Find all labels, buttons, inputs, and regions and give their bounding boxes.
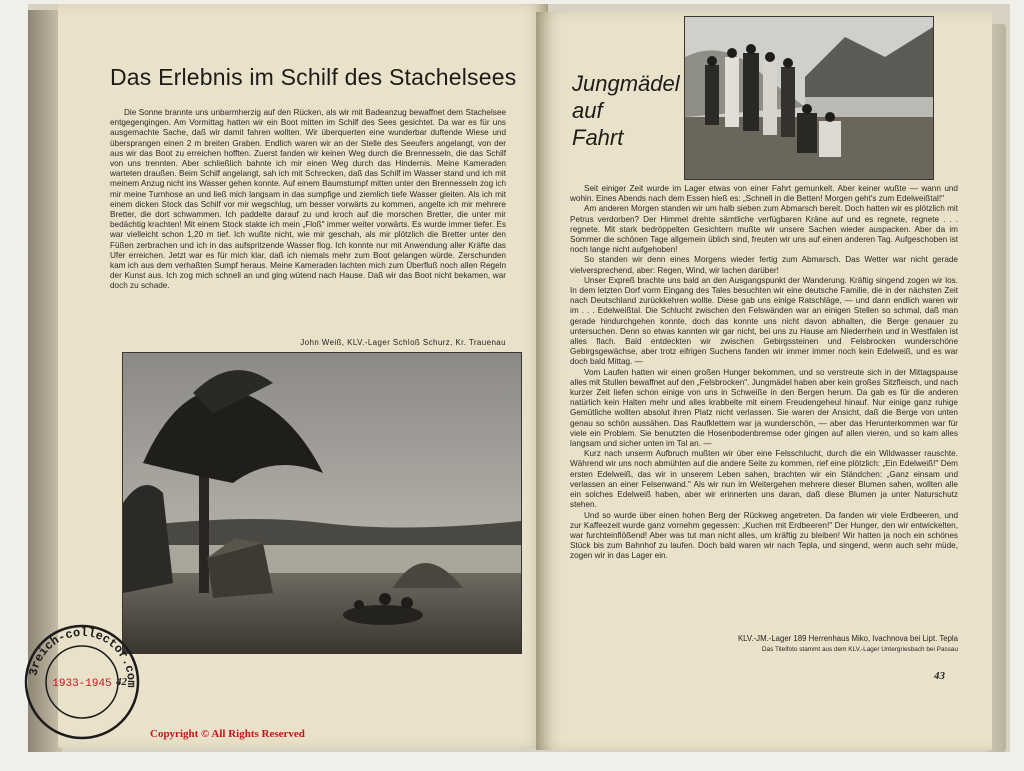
right-page-signature: KLV.-JM.-Lager 189 Herrenhaus Miko, Ivachnova bei Lipt. Tepla — [737, 634, 958, 643]
right-page-title — [572, 70, 680, 151]
paragraph: Vom Laufen hatten wir einen großen Hunger bekommen, und so verstreute sich in der Mittagspause alles mit Stullen bewaffnet auf den „Felsbrocken". Jungmädel haben aber kein großes Sitzfleisch, und nach kurzer Zeit liefen schon einige von uns in Schweiße in den Bergen herum. Da gab es für die anderen natürlich kein Halten mehr und alles krabbelte mit einem Freudengeheul hinauf. Nur einige ganz ruhige Gemütliche wollten absolut ihren Platz nicht verlassen. Sie waren der Ansicht, daß die Berge von unten genau so schön aussähen. Das Raufklettern war ja wunderschön, — aber das Herunterkommen war für viele ein Problem. Sie benutzten die Hosenbodenbremse oder gingen auf allen vieren, und so kam alles langsam und sicher unten im Tal an. — — [570, 367, 958, 449]
paragraph: Seit einiger Zeit wurde im Lager etwas von einer Fahrt gemunkelt. Aber keiner wußte — wann und wohin. Eines Abends nach dem Essen hieß es: „Schnell in die Betten! Morgen geht's zum Edelweißtal!" — [570, 184, 958, 204]
paragraph: Die Sonne brannte uns unbarmherzig auf den Rücken, als wir mit Badeanzug bewaffnet dem Stachelsee entgegengingen. Am Vormittag hatten wir ein Boot mitten im Schilf des Sees gesichtet. Da war es für uns ausgemachte Sache, daß wir damit fahren wollten. Wir überquerten eine wunderbar duftende Wiese und übersprangen einen 2 m breiten Graben. Endlich waren wir an der Stelle des Seeufers angelangt, von der aus wir das Boot zu erreichen hofften. Zuerst fanden wir keinen Weg durch die Brennesseln, die das Schilf von uns trennten. Aber schließlich bahnte ich mir einen Weg durch das Hindernis. Meine Kameraden warteten draußen. Beim Schilf angelangt, sah ich mit Schrecken, daß das Schilf im Wasser stand und ich mit meinem Anzug nicht ins Wasser gehen konnte. Auf einem Baumstumpf mitten unter den Brennesseln zog ich mir meine Turnhose an und ließ mich langsam in das sumpfige und ziemlich tiefe Wasser gleiten. Als ich mit einem dicken Stock das Schilf vor mir wegschlug, um besser vorwärts zu kommen, angelte ich mir mehrere Bretter, die dort schwammen. Ich paddelte darauf zu und kroch auf die morschen Bretter, die unter mir bedächtig krachten! Mit einem Stock stakte ich mein „Floß" immer weiter vorwärts. Es wurde immer tiefer. Es war vielleicht schon 1,20 m tief. Ich wußte nicht, wie mir geschah, als mir plötzlich die Bretter unter den Füßen zerbrachen und ich in das aufspritzende Wasser flog. Ich konnte nur mit Anwendung aller Kräfte das Ufer erreichen. Jetzt war es für mich klar, daß ich niemals mehr zum Boot gelangen würde. Zerschunden kam ich aus dem verhaßten Sumpf heraus. Meine Kameraden lachten mich zum Überfluß noch allen Regeln der Kunst aus. Ich zog mich schnell an und ging wütend nach Hause. Daß wir das Boot nicht bekamen, war doch zu schade. — [110, 108, 506, 291]
girls-group-photo — [684, 16, 934, 180]
watermark-stamp-icon — [22, 622, 142, 742]
stamp-text: 3reich-collector.com — [26, 625, 139, 688]
group-of-girls-image — [685, 17, 933, 179]
title-line: Jungmädel — [572, 71, 680, 96]
copyright-notice: Copyright © All Rights Reserved — [150, 728, 305, 740]
paragraph: So standen wir denn eines Morgens wieder fertig zum Abmarsch. Das Wetter war nicht gerade vielversprechend, aber: Regen, Wind, wir lachen darüber! — [570, 255, 958, 275]
lakeside-photo — [122, 352, 522, 654]
photo-credit: Das Titelfoto stammt aus dem KLV.-Lager Untergriesbach bei Passau — [761, 646, 958, 653]
paragraph: Unser Expreß brachte uns bald an den Ausgangspunkt der Wanderung. Kräftig singend zogen wir los. In dem letzten Dorf vorm Eingang des Tales besuchten wir eine deutsche Familie, die in der nächsten Zeit nach Deutschland zurückkehren wollte. Diese gab uns einige Ratschläge, — und dann endlich waren wir im . . . Edelweißtal. Die Schlucht zwischen den Felswänden war an einigen Stellen so schmal, daß man gerade hindurchgehen konnte, doch das konnte uns nicht davon abhalten, die Berge genauer zu untersuchen. Denn so etwas kannten wir gar nicht, bei uns zu Hause am Niederrhein und in Westfalen ist alles flach. Bald entdeckten wir zwischen Gebirgssteinen und Felsbrocken wunderschöne Gebirgsgewächse, aber trotz eifrigen Suchens fanden wir immer immer noch kein Edelweiß, und es war doch bald Mittag. — — [570, 275, 958, 367]
left-page-title: Das Erlebnis im Schilf des Stachelsees — [110, 64, 517, 90]
page-number-right: 43 — [934, 670, 945, 682]
right-page-body — [570, 184, 958, 562]
lakeside-landscape-image — [123, 353, 521, 653]
open-booklet — [28, 4, 1010, 752]
paragraph: Am anderen Morgen standen wir um halb sieben zum Abmarsch bereit. Doch hatten wir es plötzlich mit Petrus verdorben? Der Himmel drehte sämtliche verfügbaren Kräne auf und es regnete, regnete . . . regnete. Mit stark bedröppelten Gesichtern mußte wir unsere Sachen wieder auspacken. Aber da im Sommer die schönen Tage allgemein üblich sind, freuten wir uns auf einen anderen Tag. Aufgeschoben ist noch lange nicht aufgehoben! — [570, 204, 958, 255]
paragraph: Und so wurde über einen hohen Berg der Rückweg angetreten. Da fanden wir viele Erdbeeren, und zur Kaffeezeit wurde ganz vornehm gegessen: „Kuchen mit Erdbeeren!" Der Hunger, den wir entwickelten, war furchteinflößend! Aber was tut man nicht alles, um kräftig zu bleiben! Wir hatten ja noch ein schönes Stück bis zum Bahnhof zu laufen. Doch bald waren wir nach Tepla, und singend, wenn auch sehr müde, zogen wir in das Lager ein. — [570, 510, 958, 561]
left-page-signature: John Weiß, KLV.-Lager Schloß Schurz, Kr. Trauenau — [300, 338, 506, 347]
stamp-years: 1933-1945 — [52, 678, 112, 690]
page-number-left: 42 — [116, 676, 127, 688]
right-page — [536, 12, 992, 750]
left-page-body — [110, 108, 506, 292]
paragraph: Kurz nach unserm Aufbruch mußten wir über eine Felsschlucht, durch die ein Wildwasser rauschte. Während wir uns noch abmühten auf die andere Seite zu kommen, rief eine plötzlich: „Ein Edelweiß!" Dem ersten Edelweiß, das wir in unserem Leben sahen, brachten wir ein Ständchen: „Ganz einsam und verlassen an einer Felsenwand." Als wir nun im Weitergehen mehrere dieser Blumen sahen, wollten alle ein solches Edelweiß haben, aber wir erinnerten uns daran, daß diese Blumen ja unter Naturschutz stehen. — [570, 449, 958, 510]
title-line: auf — [572, 98, 603, 123]
title-line: Fahrt — [572, 125, 624, 150]
